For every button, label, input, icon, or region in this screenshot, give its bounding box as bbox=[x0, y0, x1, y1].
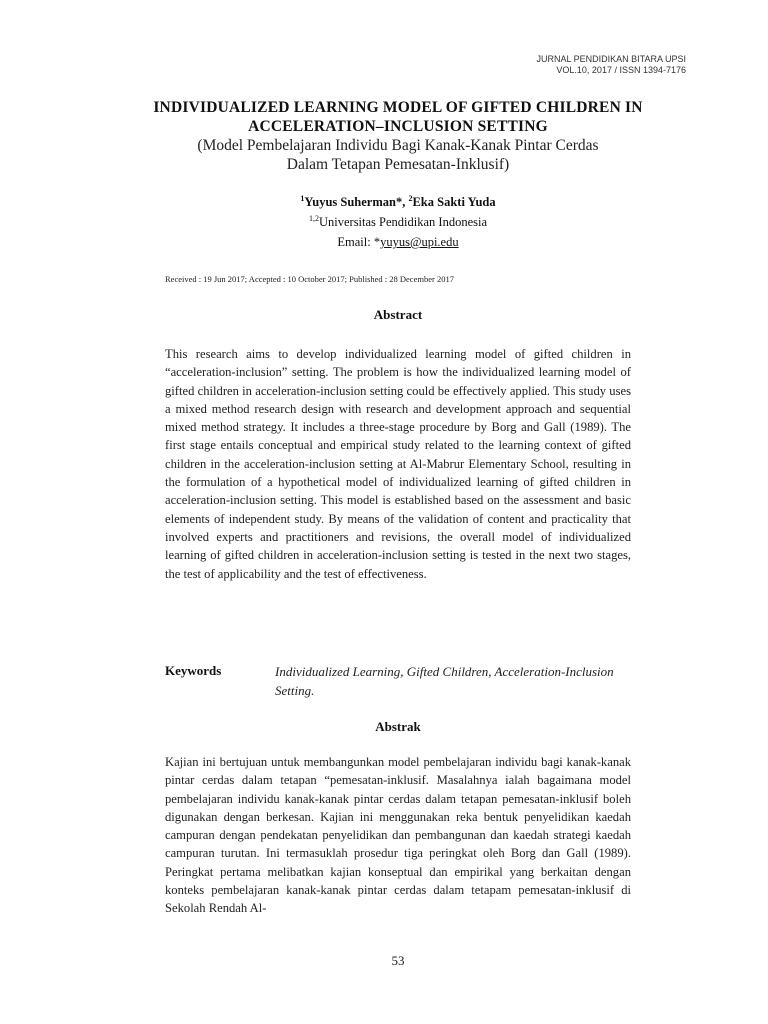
keywords-label: Keywords bbox=[165, 663, 222, 678]
paper-title-line2: ACCELERATION–INCLUSION SETTING bbox=[248, 118, 548, 135]
author1-name: Yuyus Suherman*, bbox=[304, 195, 409, 209]
email-line bbox=[100, 232, 696, 252]
author1-sup: 1 bbox=[300, 193, 305, 203]
keywords-text: Individualized Learning, Gifted Children, Acceleration-Inclusion Setting. bbox=[275, 664, 614, 698]
email-link[interactable]: yuyus@upi.edu bbox=[380, 235, 459, 249]
publication-dates: Received : 19 Jun 2017; Accepted : 10 October 2017; Published : 28 December 2017 bbox=[165, 274, 454, 284]
author2-sup: 2 bbox=[408, 193, 413, 203]
abstrak-text: Kajian ini bertujuan untuk membangunkan model pembelajaran individu bagi kanak-kanak pintar cerdas dalam tetapan “pemesatan-inklusif. Masalahnya ialah bagaimana model pembelajaran individu kanak-kanak pintar cerdas dalam tetapan pemesatan-inklusif boleh digunakan dengan berkesan. Kajian ini menggunakan reka bentuk penyelidikan kaedah campuran dengan pendekatan penyelidikan dan pembangunan dan kaedah strategi kaedah campuran turutan. Ini termasuklah prosedur tiga peringkat oleh Borg dan Gall (1989). Peringkat pertama melibatkan kajian konseptual dan empirikal yang berkaitan dengan konteks pembelajaran kanak-kanak pintar cerdas dalam tetapam pemesatan-inklusif di Sekolah Rendah Al- bbox=[165, 755, 631, 916]
journal-header bbox=[536, 54, 686, 76]
abstract-heading: Abstract bbox=[373, 307, 423, 322]
paper-subtitle-line2: Dalam Tetapan Pemesatan-Inklusif) bbox=[286, 156, 510, 173]
author2-name: Eka Sakti Yuda bbox=[412, 195, 496, 209]
abstract-text: This research aims to develop individualized learning model of gifted children in “acceleration-inclusion” setting. The problem is how the individualized learning model of gifted children in acceleration-inclusion setting could be effectively applied. This study uses a mixed method research design with research and development approach and sequential mixed method strategy. It includes a three-stage procedure by Borg and Gall (1989). The first stage entails conceptual and empirical study related to the learning context of gifted children in the acceleration-inclusion setting at Al-Mabrur Elementary School, resulting in the formulation of a hypothetical model of individualized learning of gifted children in acceleration-inclusion setting. This model is established based on the assessment and basic elements of independent study. By means of the validation of content and practicality that involved experts and practitioners and revisions, the overall model of individualized learning of gifted children in acceleration-inclusion setting is tested in the next two stages, the test of applicability and the test of effectiveness. bbox=[165, 347, 631, 581]
abstrak-heading: Abstrak bbox=[375, 719, 421, 734]
email-label: Email: * bbox=[337, 235, 381, 249]
journal-volume: VOL.10, 2017 / ISSN 1394-7176 bbox=[556, 65, 686, 75]
affiliation-text: Universitas Pendidikan Indonesia bbox=[318, 215, 488, 229]
page-number: 53 bbox=[391, 953, 405, 968]
author-names bbox=[100, 192, 696, 212]
paper-subtitle-line1: (Model Pembelajaran Individu Bagi Kanak-Kanak Pintar Cerdas bbox=[197, 137, 599, 154]
affiliation-sup: 1,2 bbox=[308, 213, 319, 223]
title-block bbox=[100, 98, 696, 174]
paper-title-line1: INDIVIDUALIZED LEARNING MODEL OF GIFTED CHILDREN IN bbox=[153, 99, 643, 116]
affiliation bbox=[100, 212, 696, 232]
author-block bbox=[100, 192, 696, 252]
journal-name: JURNAL PENDIDIKAN BITARA UPSI bbox=[536, 54, 686, 64]
